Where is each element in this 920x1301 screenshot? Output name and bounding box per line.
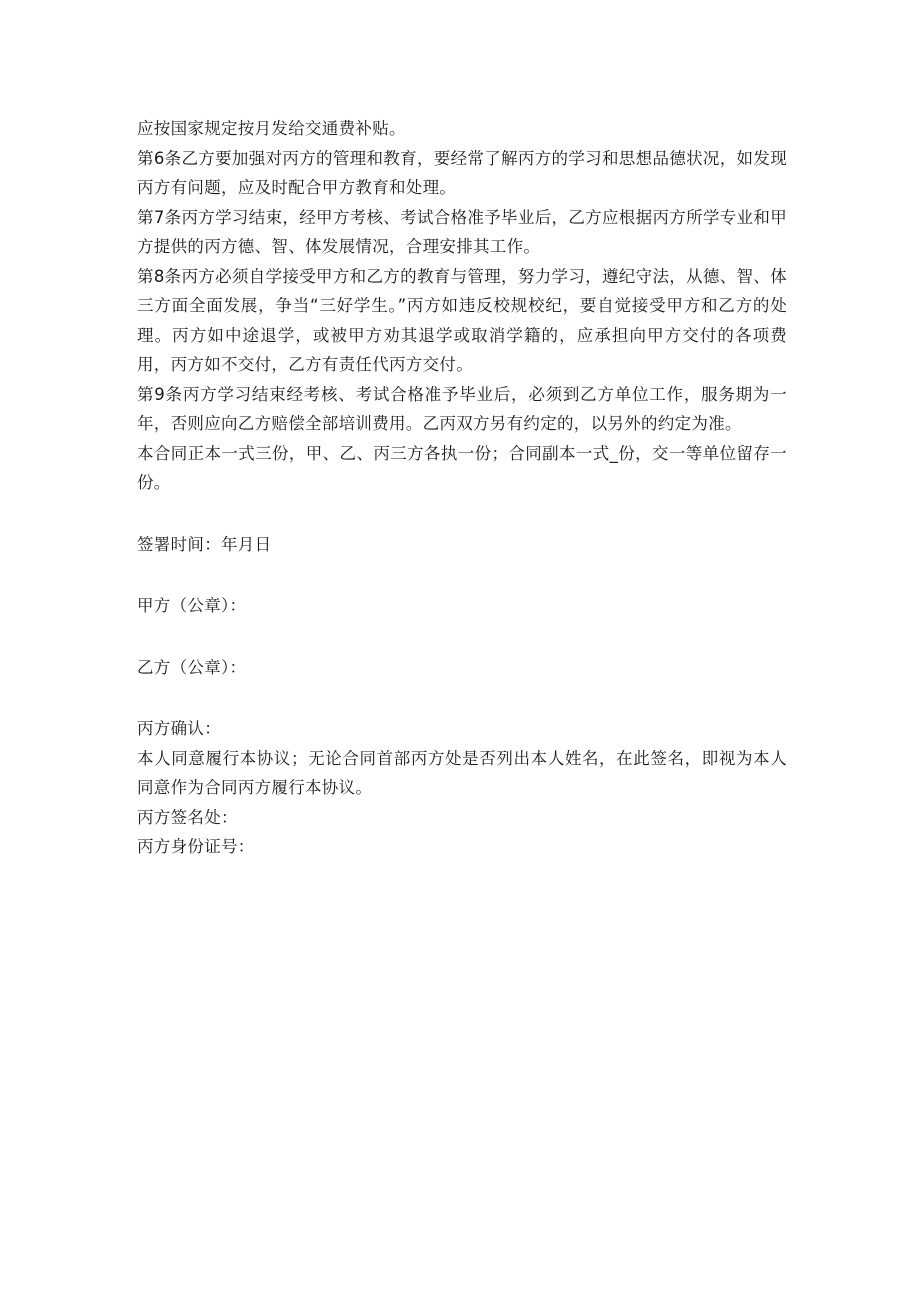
- paragraph-article-7: 第7条丙方学习结束，经甲方考核、考试合格准予毕业后，乙方应根据丙方所学专业和甲方提供的丙方德、智、体发展情况，合理安排其工作。: [137, 207, 787, 256]
- contract-page: [137, 114, 787, 862]
- paragraph-article-9: 第9条丙方学习结束经考核、考试合格准予毕业后，必须到乙方单位工作，服务期为一年，否则应向乙方赔偿全部培训费用。乙丙双方另有约定的，以另外的约定为准。: [137, 384, 787, 433]
- paragraph-copies: 本合同正本一式三份，甲、乙、丙三方各执一份；合同副本一式_份，交一等单位留存一份。: [137, 443, 787, 492]
- spacer: [137, 559, 787, 591]
- spacer: [137, 498, 787, 530]
- paragraph-article-8: 第8条丙方必须自学接受甲方和乙方的教育与管理，努力学习，遵纪守法，从德、智、体三方面全面发展，争当“三好学生。”丙方如违反校规校纪，要自觉接受甲方和乙方的处理。丙方如中途退学，或被甲方劝其退学或取消学籍的，应承担向甲方交付的各项费用，丙方如不交付，乙方有责任代丙方交付。: [137, 266, 787, 374]
- party-a-seal: 甲方（公章）：: [137, 596, 247, 615]
- party-c-confirm-text: 本人同意履行本协议；无论合同首部丙方处是否列出本人姓名，在此签名，即视为本人同意作为合同丙方履行本协议。: [137, 748, 787, 797]
- signing-time: 签署时间：年月日: [137, 534, 272, 554]
- paragraph-article-6: 第6条乙方要加强对丙方的管理和教育，要经常了解丙方的学习和思想品德状况，如发现丙方有问题，应及时配合甲方教育和处理。: [137, 148, 787, 197]
- paragraph-transport-subsidy: 应按国家规定按月发给交通费补贴。: [137, 119, 406, 138]
- party-c-signature: 丙方签名处：: [137, 807, 238, 827]
- party-c-confirm-heading: 丙方确认：: [137, 719, 221, 738]
- spacer: [137, 621, 787, 653]
- spacer: [137, 682, 787, 714]
- party-b-seal: 乙方（公章）：: [137, 657, 247, 677]
- party-c-id-number: 丙方身份证号：: [137, 837, 255, 856]
